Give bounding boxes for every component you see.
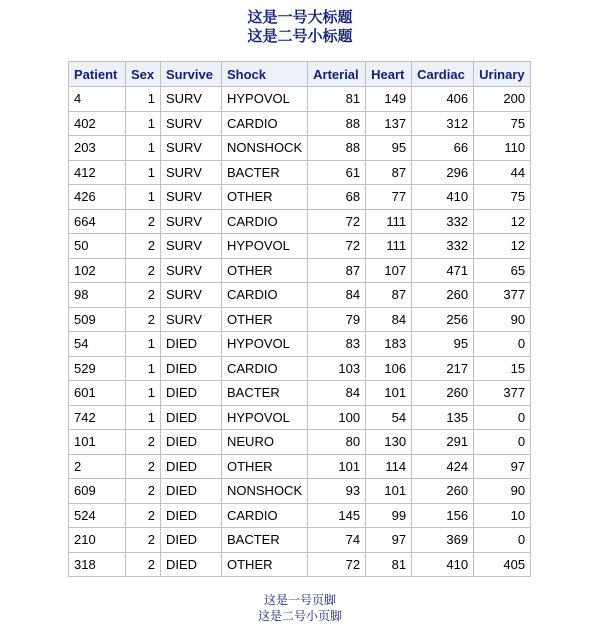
cell-heart: 81 <box>366 552 412 577</box>
cell-urinary: 110 <box>474 136 531 161</box>
column-header-sex: Sex <box>126 62 161 87</box>
table-row <box>69 381 531 406</box>
column-header-urinary: Urinary <box>474 62 531 87</box>
patient-data-table <box>68 61 531 577</box>
table-row <box>69 185 531 210</box>
cell-sex: 2 <box>126 454 161 479</box>
cell-shock: HYPOVOL <box>222 405 308 430</box>
table-row <box>69 234 531 259</box>
cell-cardiac: 410 <box>412 552 474 577</box>
cell-heart: 111 <box>366 209 412 234</box>
cell-cardiac: 332 <box>412 234 474 259</box>
cell-heart: 77 <box>366 185 412 210</box>
cell-survive: DIED <box>161 479 222 504</box>
cell-survive: DIED <box>161 503 222 528</box>
cell-arterial: 101 <box>308 454 366 479</box>
cell-arterial: 87 <box>308 258 366 283</box>
table-row <box>69 552 531 577</box>
cell-urinary: 75 <box>474 185 531 210</box>
cell-sex: 1 <box>126 381 161 406</box>
cell-survive: DIED <box>161 552 222 577</box>
cell-sex: 1 <box>126 405 161 430</box>
footer-2: 这是二号小页脚 <box>257 609 342 623</box>
table-row <box>69 136 531 161</box>
cell-cardiac: 260 <box>412 283 474 308</box>
cell-urinary: 377 <box>474 283 531 308</box>
cell-heart: 183 <box>366 332 412 357</box>
cell-survive: DIED <box>161 430 222 455</box>
cell-arterial: 93 <box>308 479 366 504</box>
cell-heart: 106 <box>366 356 412 381</box>
cell-shock: HYPOVOL <box>222 234 308 259</box>
table-row <box>69 283 531 308</box>
cell-cardiac: 135 <box>412 405 474 430</box>
cell-shock: NONSHOCK <box>222 479 308 504</box>
cell-shock: NONSHOCK <box>222 136 308 161</box>
column-header-heart: Heart <box>366 62 412 87</box>
cell-cardiac: 156 <box>412 503 474 528</box>
cell-patient: 412 <box>69 160 126 185</box>
cell-arterial: 84 <box>308 283 366 308</box>
cell-shock: BACTER <box>222 160 308 185</box>
table-row <box>69 430 531 455</box>
cell-shock: HYPOVOL <box>222 332 308 357</box>
cell-cardiac: 332 <box>412 209 474 234</box>
cell-survive: SURV <box>161 136 222 161</box>
table-row <box>69 454 531 479</box>
cell-sex: 2 <box>126 552 161 577</box>
cell-shock: CARDIO <box>222 356 308 381</box>
cell-shock: OTHER <box>222 552 308 577</box>
cell-patient: 2 <box>69 454 126 479</box>
cell-survive: SURV <box>161 258 222 283</box>
cell-patient: 524 <box>69 503 126 528</box>
cell-sex: 2 <box>126 258 161 283</box>
cell-heart: 130 <box>366 430 412 455</box>
cell-cardiac: 291 <box>412 430 474 455</box>
cell-cardiac: 260 <box>412 479 474 504</box>
cell-survive: DIED <box>161 381 222 406</box>
cell-urinary: 75 <box>474 111 531 136</box>
cell-patient: 102 <box>69 258 126 283</box>
table-body <box>69 87 531 577</box>
cell-heart: 84 <box>366 307 412 332</box>
cell-cardiac: 424 <box>412 454 474 479</box>
table-row <box>69 307 531 332</box>
cell-heart: 101 <box>366 479 412 504</box>
cell-patient: 601 <box>69 381 126 406</box>
cell-shock: BACTER <box>222 381 308 406</box>
cell-urinary: 10 <box>474 503 531 528</box>
cell-urinary: 12 <box>474 234 531 259</box>
cell-cardiac: 406 <box>412 87 474 112</box>
cell-heart: 137 <box>366 111 412 136</box>
cell-cardiac: 471 <box>412 258 474 283</box>
cell-urinary: 97 <box>474 454 531 479</box>
cell-urinary: 0 <box>474 332 531 357</box>
cell-heart: 101 <box>366 381 412 406</box>
column-header-cardiac: Cardiac <box>412 62 474 87</box>
cell-arterial: 84 <box>308 381 366 406</box>
table-row <box>69 479 531 504</box>
cell-survive: DIED <box>161 332 222 357</box>
cell-arterial: 103 <box>308 356 366 381</box>
cell-survive: DIED <box>161 405 222 430</box>
cell-survive: SURV <box>161 283 222 308</box>
title-1: 这是一号大标题 <box>247 8 353 26</box>
cell-urinary: 15 <box>474 356 531 381</box>
cell-arterial: 72 <box>308 234 366 259</box>
cell-patient: 50 <box>69 234 126 259</box>
cell-survive: SURV <box>161 87 222 112</box>
cell-patient: 210 <box>69 528 126 553</box>
cell-survive: SURV <box>161 185 222 210</box>
cell-survive: DIED <box>161 528 222 553</box>
table-row <box>69 87 531 112</box>
report-footers <box>0 592 600 624</box>
table-row <box>69 209 531 234</box>
cell-cardiac: 410 <box>412 185 474 210</box>
cell-arterial: 81 <box>308 87 366 112</box>
cell-patient: 318 <box>69 552 126 577</box>
cell-cardiac: 260 <box>412 381 474 406</box>
cell-shock: OTHER <box>222 185 308 210</box>
cell-sex: 2 <box>126 430 161 455</box>
cell-shock: CARDIO <box>222 209 308 234</box>
cell-patient: 54 <box>69 332 126 357</box>
cell-sex: 2 <box>126 528 161 553</box>
cell-shock: HYPOVOL <box>222 87 308 112</box>
cell-urinary: 200 <box>474 87 531 112</box>
cell-sex: 1 <box>126 185 161 210</box>
cell-survive: DIED <box>161 454 222 479</box>
cell-arterial: 72 <box>308 552 366 577</box>
cell-urinary: 0 <box>474 528 531 553</box>
cell-urinary: 44 <box>474 160 531 185</box>
cell-sex: 2 <box>126 234 161 259</box>
cell-arterial: 80 <box>308 430 366 455</box>
cell-heart: 107 <box>366 258 412 283</box>
cell-shock: OTHER <box>222 454 308 479</box>
cell-sex: 2 <box>126 283 161 308</box>
cell-arterial: 79 <box>308 307 366 332</box>
cell-cardiac: 256 <box>412 307 474 332</box>
report-titles <box>0 8 600 46</box>
cell-heart: 111 <box>366 234 412 259</box>
cell-survive: SURV <box>161 234 222 259</box>
table-row <box>69 160 531 185</box>
table-row <box>69 111 531 136</box>
cell-arterial: 88 <box>308 111 366 136</box>
cell-sex: 2 <box>126 503 161 528</box>
column-header-arterial: Arterial <box>308 62 366 87</box>
cell-sex: 1 <box>126 356 161 381</box>
table-row <box>69 356 531 381</box>
cell-cardiac: 95 <box>412 332 474 357</box>
cell-urinary: 0 <box>474 405 531 430</box>
cell-survive: SURV <box>161 160 222 185</box>
table-row <box>69 405 531 430</box>
column-header-shock: Shock <box>222 62 308 87</box>
cell-cardiac: 66 <box>412 136 474 161</box>
cell-heart: 99 <box>366 503 412 528</box>
cell-shock: BACTER <box>222 528 308 553</box>
column-header-survive: Survive <box>161 62 222 87</box>
data-table-container <box>68 61 531 577</box>
cell-shock: CARDIO <box>222 111 308 136</box>
cell-sex: 1 <box>126 332 161 357</box>
table-row <box>69 503 531 528</box>
cell-heart: 97 <box>366 528 412 553</box>
cell-urinary: 377 <box>474 381 531 406</box>
cell-patient: 426 <box>69 185 126 210</box>
cell-sex: 1 <box>126 136 161 161</box>
cell-shock: OTHER <box>222 258 308 283</box>
cell-urinary: 405 <box>474 552 531 577</box>
cell-patient: 101 <box>69 430 126 455</box>
cell-sex: 1 <box>126 160 161 185</box>
column-header-patient: Patient <box>69 62 126 87</box>
cell-cardiac: 296 <box>412 160 474 185</box>
cell-survive: SURV <box>161 307 222 332</box>
cell-sex: 2 <box>126 209 161 234</box>
table-row <box>69 258 531 283</box>
footer-1: 这是一号页脚 <box>263 593 336 607</box>
cell-arterial: 88 <box>308 136 366 161</box>
table-row <box>69 332 531 357</box>
header-row <box>69 62 531 87</box>
cell-patient: 402 <box>69 111 126 136</box>
cell-sex: 2 <box>126 307 161 332</box>
cell-arterial: 145 <box>308 503 366 528</box>
cell-urinary: 0 <box>474 430 531 455</box>
cell-patient: 509 <box>69 307 126 332</box>
cell-heart: 87 <box>366 283 412 308</box>
cell-patient: 203 <box>69 136 126 161</box>
cell-sex: 1 <box>126 111 161 136</box>
cell-patient: 664 <box>69 209 126 234</box>
cell-sex: 1 <box>126 87 161 112</box>
cell-patient: 742 <box>69 405 126 430</box>
cell-arterial: 74 <box>308 528 366 553</box>
cell-sex: 2 <box>126 479 161 504</box>
cell-heart: 114 <box>366 454 412 479</box>
cell-survive: DIED <box>161 356 222 381</box>
cell-shock: NEURO <box>222 430 308 455</box>
cell-urinary: 65 <box>474 258 531 283</box>
cell-arterial: 68 <box>308 185 366 210</box>
cell-shock: CARDIO <box>222 503 308 528</box>
cell-patient: 98 <box>69 283 126 308</box>
cell-heart: 54 <box>366 405 412 430</box>
cell-cardiac: 312 <box>412 111 474 136</box>
cell-survive: SURV <box>161 111 222 136</box>
cell-urinary: 90 <box>474 479 531 504</box>
cell-arterial: 100 <box>308 405 366 430</box>
cell-arterial: 72 <box>308 209 366 234</box>
cell-cardiac: 217 <box>412 356 474 381</box>
cell-patient: 609 <box>69 479 126 504</box>
cell-cardiac: 369 <box>412 528 474 553</box>
cell-arterial: 61 <box>308 160 366 185</box>
table-row <box>69 528 531 553</box>
cell-heart: 149 <box>366 87 412 112</box>
cell-urinary: 90 <box>474 307 531 332</box>
cell-heart: 95 <box>366 136 412 161</box>
table-header <box>69 62 531 87</box>
cell-patient: 4 <box>69 87 126 112</box>
cell-patient: 529 <box>69 356 126 381</box>
cell-arterial: 83 <box>308 332 366 357</box>
cell-shock: CARDIO <box>222 283 308 308</box>
cell-survive: SURV <box>161 209 222 234</box>
cell-heart: 87 <box>366 160 412 185</box>
cell-shock: OTHER <box>222 307 308 332</box>
cell-urinary: 12 <box>474 209 531 234</box>
title-2: 这是二号小标题 <box>247 27 353 45</box>
